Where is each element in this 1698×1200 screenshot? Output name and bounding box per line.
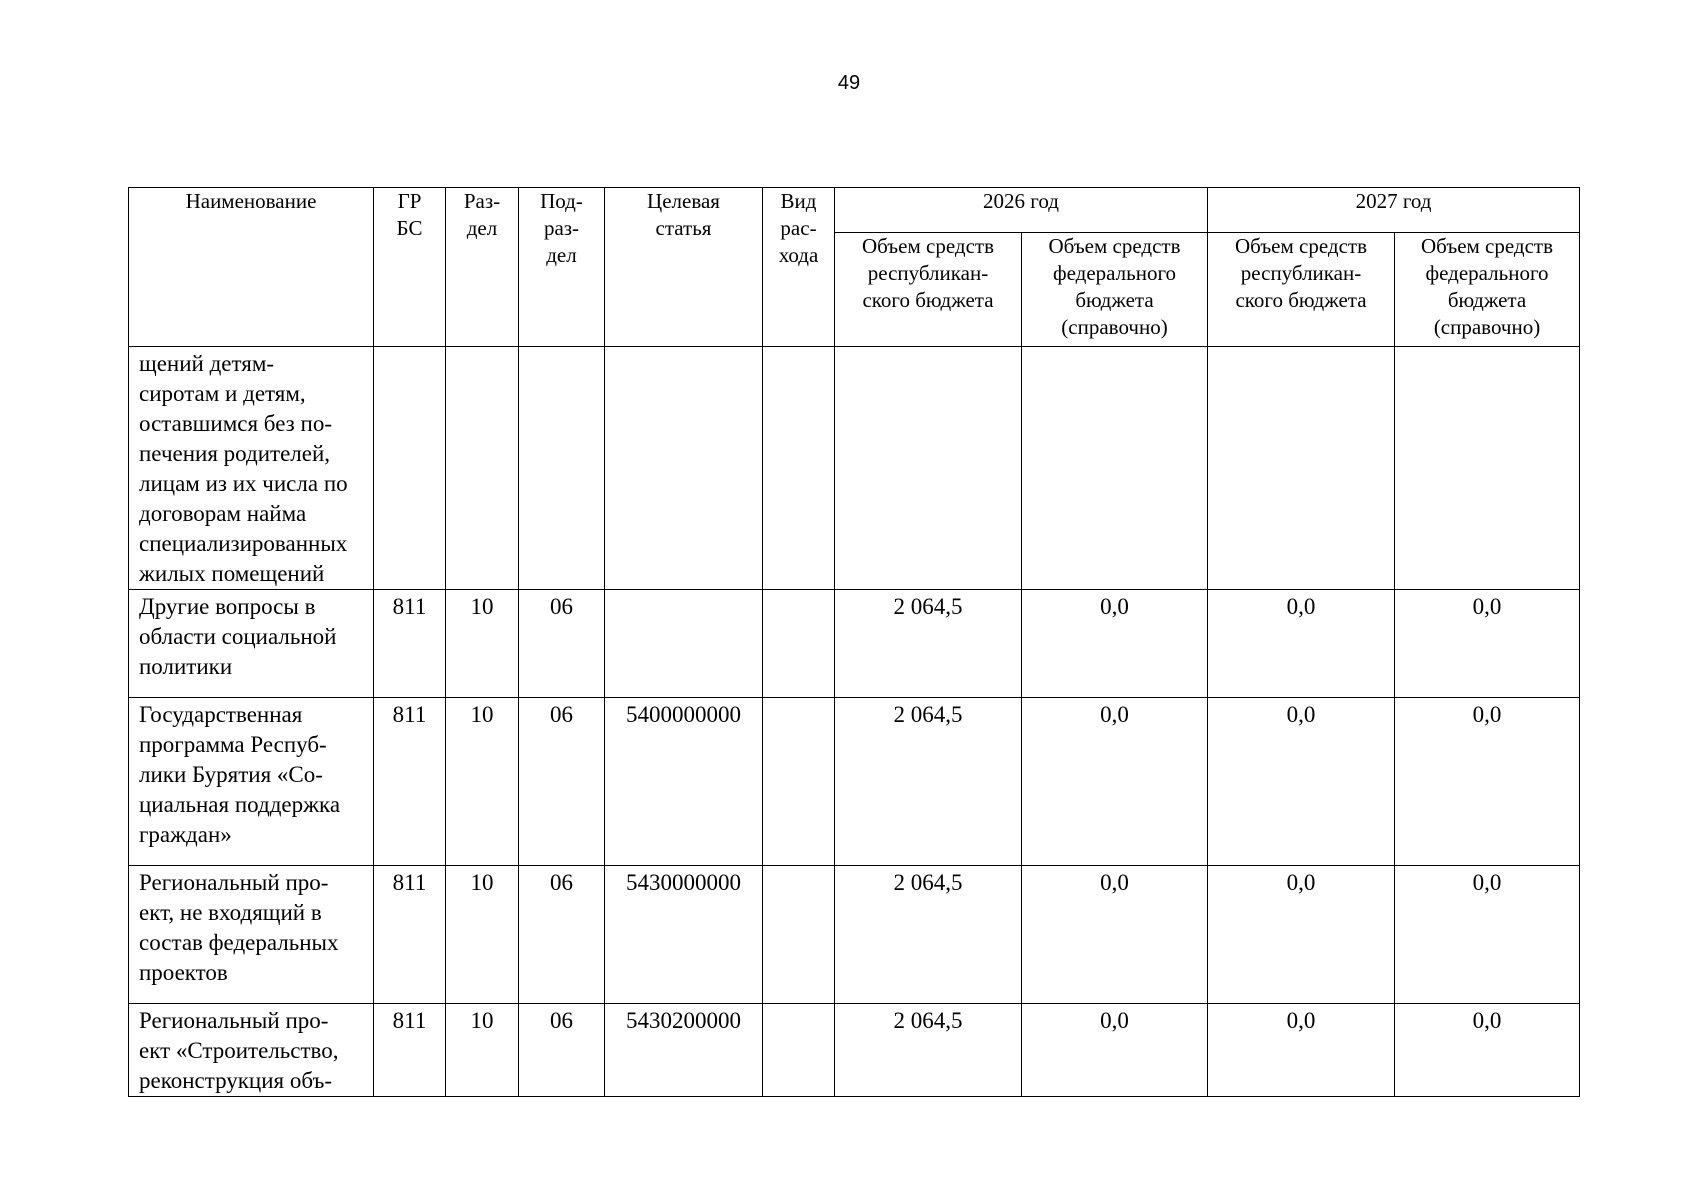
cell-federal-2027: 0,0: [1395, 866, 1580, 1004]
table-row: [129, 1004, 1580, 1097]
cell-target-article: 5430200000: [605, 1004, 763, 1097]
header-podrazdel: Под- раз- дел: [519, 188, 605, 347]
cell-federal-2026: 0,0: [1022, 590, 1208, 698]
header-year-2027: 2027 год: [1208, 188, 1580, 233]
cell-podrazdel: 06: [519, 590, 605, 698]
header-name: Наименование: [129, 188, 374, 347]
cell-expense-type: [763, 590, 835, 698]
cell-target-article: [605, 347, 763, 590]
cell-republican-2027: 0,0: [1208, 590, 1395, 698]
cell-federal-2026: [1022, 347, 1208, 590]
cell-name: Региональный про- ект «Строительство, реконструкция объ-: [129, 1004, 374, 1097]
cell-republican-2026: 2 064,5: [835, 866, 1022, 1004]
cell-target-article: 5400000000: [605, 698, 763, 866]
cell-grbs: 811: [374, 590, 446, 698]
cell-podrazdel: [519, 347, 605, 590]
header-target-article: Целевая статья: [605, 188, 763, 347]
cell-name: Другие вопросы в области социальной политики: [129, 590, 374, 698]
table-body: [129, 347, 1580, 1097]
header-grbs: ГР БС: [374, 188, 446, 347]
cell-federal-2026: 0,0: [1022, 866, 1208, 1004]
cell-expense-type: [763, 1004, 835, 1097]
table-row: [129, 698, 1580, 866]
page-number: 49: [837, 72, 861, 94]
header-razdel: Раз- дел: [446, 188, 519, 347]
header-expense-type: Вид рас- хода: [763, 188, 835, 347]
header-federal-budget-2027: Объем средств федерального бюджета (справочно): [1395, 233, 1580, 347]
cell-name: Государственная программа Респуб- лики Бурятия «Со- циальная поддержка граждан»: [129, 698, 374, 866]
cell-republican-2026: 2 064,5: [835, 590, 1022, 698]
cell-grbs: 811: [374, 698, 446, 866]
cell-podrazdel: 06: [519, 866, 605, 1004]
cell-grbs: 811: [374, 866, 446, 1004]
table-row: [129, 347, 1580, 590]
cell-podrazdel: 06: [519, 1004, 605, 1097]
cell-razdel: [446, 347, 519, 590]
header-republican-budget-2027: Объем средств республикан- ского бюджета: [1208, 233, 1395, 347]
cell-target-article: [605, 590, 763, 698]
cell-republican-2027: 0,0: [1208, 866, 1395, 1004]
cell-name: щений детям- сиротам и детям, оставшимся без по- печения родителей, лицам из их числа по договорам найма специализированных жилых помещений: [129, 347, 374, 590]
cell-expense-type: [763, 866, 835, 1004]
cell-expense-type: [763, 698, 835, 866]
cell-razdel: 10: [446, 866, 519, 1004]
table-row: [129, 590, 1580, 698]
cell-razdel: 10: [446, 590, 519, 698]
cell-federal-2027: [1395, 347, 1580, 590]
cell-republican-2027: 0,0: [1208, 1004, 1395, 1097]
table-header: [129, 188, 1580, 347]
cell-name: Региональный про- ект, не входящий в состав федеральных проектов: [129, 866, 374, 1004]
budget-table: [128, 187, 1580, 1097]
cell-republican-2026: [835, 347, 1022, 590]
header-year-2026: 2026 год: [835, 188, 1208, 233]
cell-grbs: 811: [374, 1004, 446, 1097]
cell-federal-2026: 0,0: [1022, 1004, 1208, 1097]
table-row: [129, 866, 1580, 1004]
cell-republican-2027: 0,0: [1208, 698, 1395, 866]
cell-expense-type: [763, 347, 835, 590]
cell-federal-2027: 0,0: [1395, 698, 1580, 866]
cell-republican-2027: [1208, 347, 1395, 590]
cell-federal-2027: 0,0: [1395, 590, 1580, 698]
cell-razdel: 10: [446, 698, 519, 866]
cell-federal-2027: 0,0: [1395, 1004, 1580, 1097]
cell-republican-2026: 2 064,5: [835, 698, 1022, 866]
cell-republican-2026: 2 064,5: [835, 1004, 1022, 1097]
header-republican-budget-2026: Объем средств республикан- ского бюджета: [835, 233, 1022, 347]
cell-target-article: 5430000000: [605, 866, 763, 1004]
cell-grbs: [374, 347, 446, 590]
header-federal-budget-2026: Объем средств федерального бюджета (справочно): [1022, 233, 1208, 347]
cell-podrazdel: 06: [519, 698, 605, 866]
cell-razdel: 10: [446, 1004, 519, 1097]
cell-federal-2026: 0,0: [1022, 698, 1208, 866]
